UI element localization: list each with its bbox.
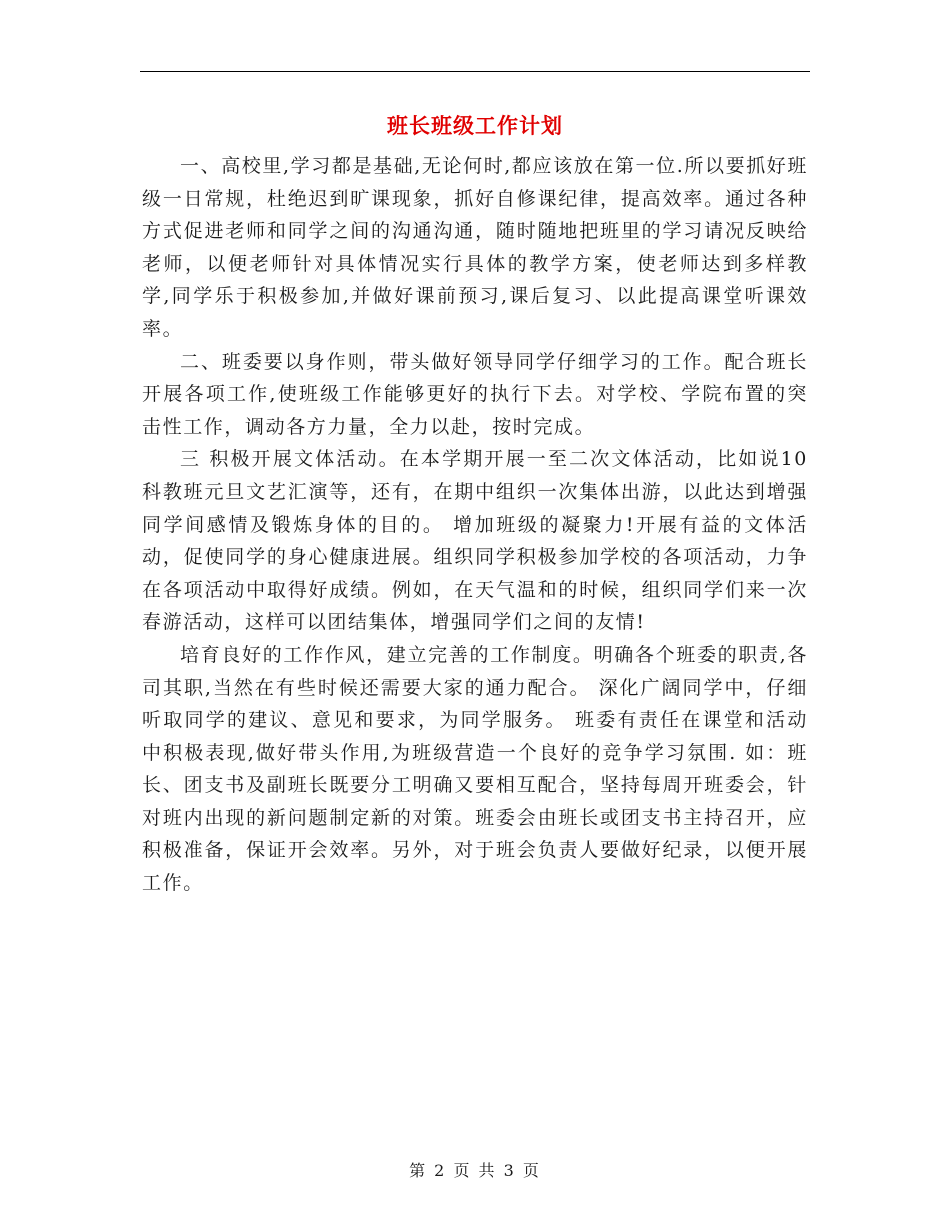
header-rule bbox=[140, 71, 810, 72]
paragraph-2: 二、班委要以身作则，带头做好领导同学仔细学习的工作。配合班长开展各项工作,使班级工作能够更好的执行下去。对学校、学院布置的突击性工作，调动各方力量，全力以赴，按时完成。 bbox=[142, 350, 808, 438]
document-body bbox=[142, 150, 808, 900]
paragraph-1: 一、高校里,学习都是基础,无论何时,都应该放在第一位.所以要抓好班级一日常规，杜绝迟到旷课现象，抓好自修课纪律，提高效率。通过各种方式促进老师和同学之间的沟通沟通，随时随地把班里的学习请况反映给老师，以便老师针对具体情况实行具体的教学方案，使老师达到多样教学,同学乐于积极参加,并做好课前预习,课后复习、以此提高课堂听课效率。 bbox=[142, 155, 808, 340]
page-footer: 第 2 页 共 3 页 bbox=[409, 1161, 541, 1180]
document-title: 班长班级工作计划 bbox=[387, 113, 563, 138]
paragraph-3: 三 积极开展文体活动。在本学期开展一至二次文体活动，比如说10科教班元旦文艺汇演等，还有，在期中组织一次集体出游，以此达到增强同学间感情及锻炼身体的目的。 增加班级的凝聚力!开展有益的文体活动，促使同学的身心健康进展。组织同学积极参加学校的各项活动，力争在各项活动中取得好成绩。例如，在天气温和的时候，组织同学们来一次春游活动，这样可以团结集体，增强同学们之间的友情! bbox=[142, 448, 808, 634]
paragraph-4: 培育良好的工作作风，建立完善的工作制度。明确各个班委的职责,各司其职,当然在有些时候还需要大家的通力配合。 深化广阔同学中，仔细听取同学的建议、意见和要求，为同学服务。 班委有责任在课堂和活动中积极表现,做好带头作用,为班级营造一个良好的竞争学习氛围. 如：班长、团支书及副班长既要分工明确又要相互配合，坚持每周开班委会，针对班内出现的新问题制定新的对策。班委会由班长或团支书主持召开，应积极准备，保证开会效率。另外，对于班会负责人要做好纪录，以便开展工作。 bbox=[142, 643, 808, 895]
